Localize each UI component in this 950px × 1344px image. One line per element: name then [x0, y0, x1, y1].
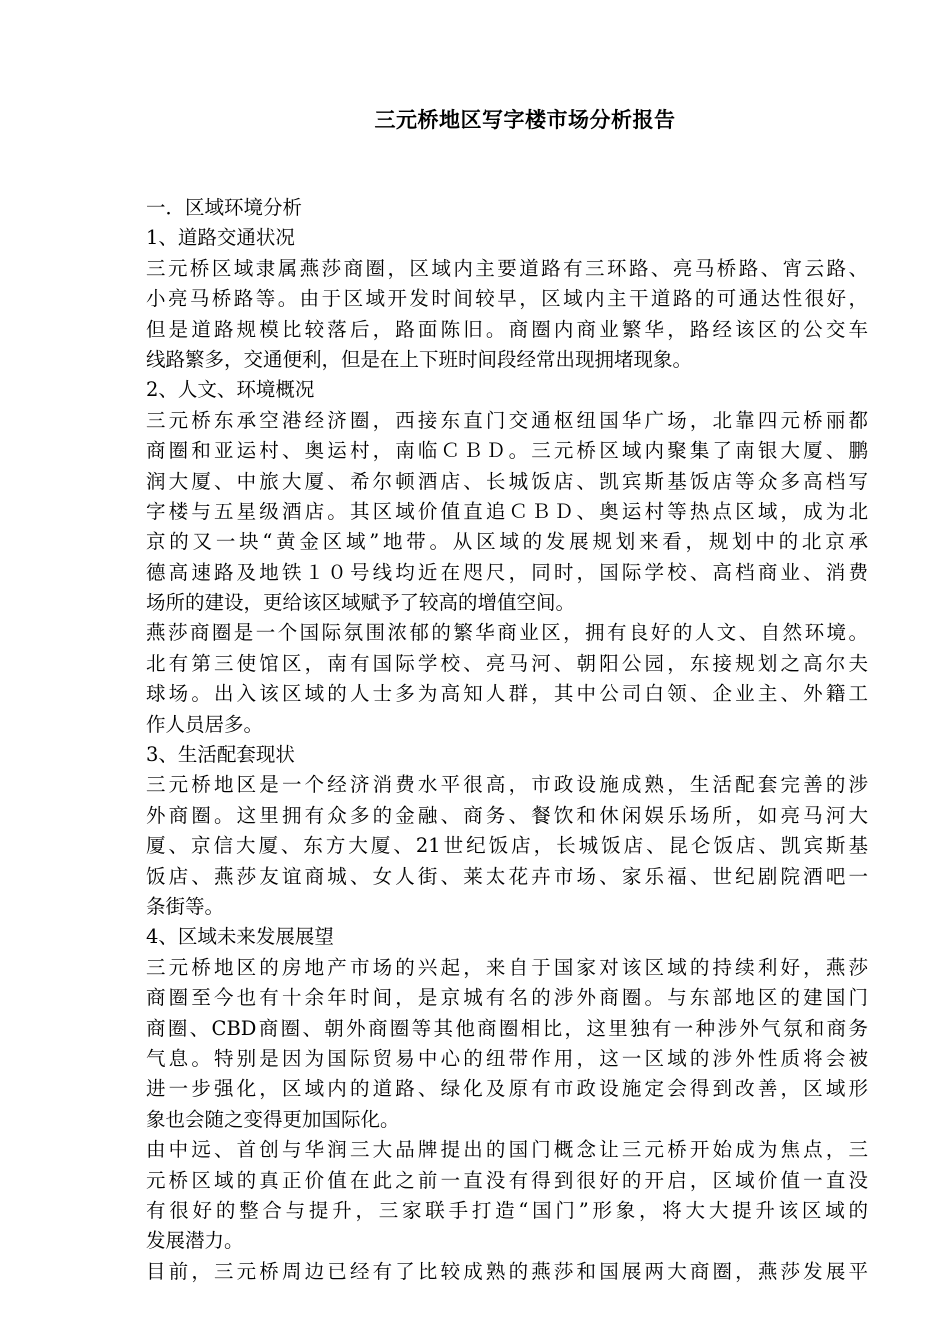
- text-line: 球场。出入该区域的人士多为高知人群，其中公司白领、企业主、外籍工: [146, 682, 868, 706]
- text-line: 目前，三元桥周边已经有了比较成熟的燕莎和国展两大商圈，燕莎发展平: [146, 1259, 868, 1283]
- text-line: 条街等。: [146, 894, 225, 918]
- text-line: 但是道路规模比较落后，路面陈旧。商圈内商业繁华，路经该区的公交车: [146, 317, 868, 341]
- text-line: 商圈和亚运村、奥运村，南临ＣＢＤ。三元桥区域内聚集了南银大厦、鹏: [146, 439, 868, 463]
- text-line: 字楼与五星级酒店。其区域价值直追ＣＢＤ、奥运村等热点区域，成为北: [146, 499, 868, 523]
- text-line: 润大厦、中旅大厦、希尔顿酒店、长城饭店、凯宾斯基饭店等众多高档写: [146, 469, 868, 493]
- text-line: 三元桥地区的房地产市场的兴起，来自于国家对该区域的持续利好，燕莎: [146, 955, 868, 979]
- text-line: 发展潜力。: [146, 1229, 244, 1253]
- text-line: 2、人文、环境概况: [146, 378, 315, 402]
- text-line: 1、道路交通状况: [146, 226, 295, 250]
- text-line: 厦、京信大厦、东方大厦、21世纪饭店，长城饭店、昆仑饭店、凯宾斯基: [146, 834, 868, 858]
- text-line: 小亮马桥路等。由于区域开发时间较早，区域内主干道路的可通达性很好，: [146, 287, 868, 311]
- text-line: 三元桥地区是一个经济消费水平很高，市政设施成熟，生活配套完善的涉: [146, 773, 868, 797]
- text-line: 燕莎商圈是一个国际氛围浓郁的繁华商业区，拥有良好的人文、自然环境。: [146, 621, 868, 645]
- document-body: [146, 193, 868, 1287]
- text-line: 一．区域环境分析: [146, 196, 303, 219]
- text-line: 作人员居多。: [146, 712, 264, 736]
- text-line: 象也会随之变得更加国际化。: [146, 1107, 400, 1131]
- text-line: 元桥区域的真正价值在此之前一直没有得到很好的开启，区域价值一直没: [146, 1168, 868, 1192]
- text-line: 北有第三使馆区，南有国际学校、亮马河、朝阳公园，东接规划之高尔夫: [146, 651, 868, 675]
- text-line: 德高速路及地铁１０号线均近在咫尺，同时，国际学校、高档商业、消费: [146, 560, 868, 584]
- text-line: 有很好的整合与提升，三家联手打造“国门”形象，将大大提升该区域的: [146, 1198, 868, 1222]
- text-line: 气息。特别是因为国际贸易中心的纽带作用，这一区域的涉外性质将会被: [146, 1046, 868, 1070]
- text-line: 三元桥东承空港经济圈，西接东直门交通枢纽国华广场，北靠四元桥丽都: [146, 408, 868, 432]
- text-line: 3、生活配套现状: [146, 743, 295, 767]
- text-line: 由中远、首创与华润三大品牌提出的国门概念让三元桥开始成为焦点，三: [146, 1138, 868, 1162]
- text-line: 场所的建设，更给该区域赋予了较高的增值空间。: [146, 591, 576, 615]
- document-title: 三元桥地区写字楼市场分析报告: [374, 107, 676, 132]
- text-line: 商圈至今也有十余年时间，是京城有名的涉外商圈。与东部地区的建国门: [146, 986, 868, 1010]
- text-line: 饭店、燕莎友谊商城、女人街、莱太花卉市场、家乐福、世纪剧院酒吧一: [146, 864, 868, 888]
- text-line: 商圈、CBD商圈、朝外商圈等其他商圈相比，这里独有一种涉外气氛和商务: [146, 1016, 868, 1040]
- text-line: 4、区域未来发展展望: [146, 925, 334, 949]
- text-line: 线路繁多，交通便利，但是在上下班时间段经常出现拥堵现象。: [146, 347, 693, 371]
- text-line: 外商圈。这里拥有众多的金融、商务、餐饮和休闲娱乐场所，如亮马河大: [146, 803, 868, 827]
- text-line: 京的又一块“黄金区域”地带。从区域的发展规划来看，规划中的北京承: [146, 530, 868, 554]
- text-line: 进一步强化，区域内的道路、绿化及原有市政设施定会得到改善，区域形: [146, 1077, 868, 1101]
- text-line: 三元桥区域隶属燕莎商圈，区域内主要道路有三环路、亮马桥路、宵云路、: [146, 256, 868, 280]
